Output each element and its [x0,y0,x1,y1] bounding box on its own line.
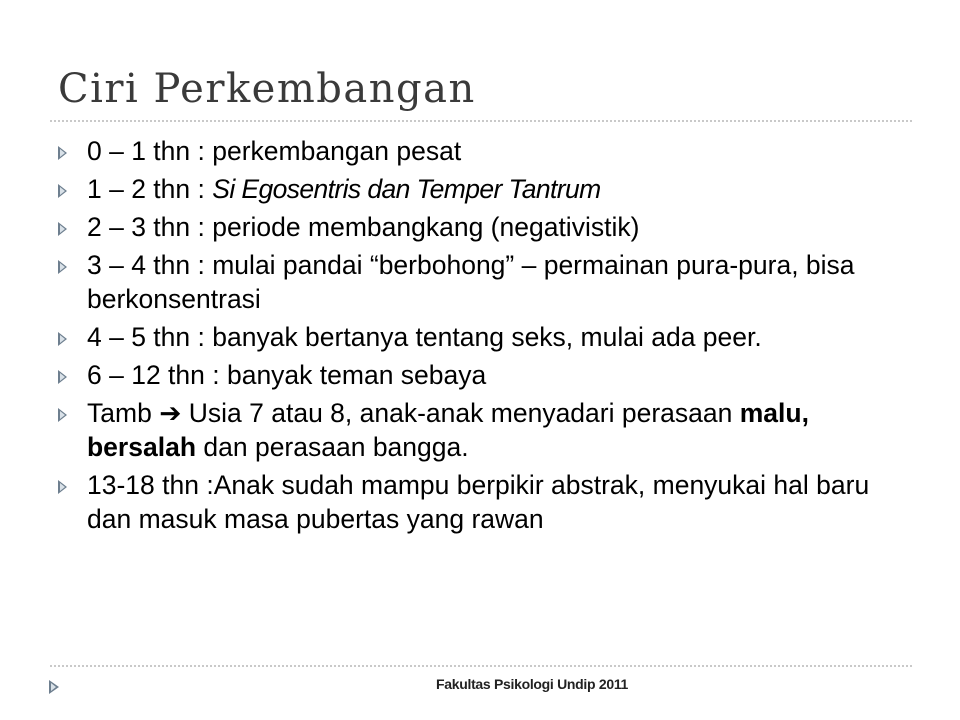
bullet-age: 4 – 5 thn : [87,322,205,352]
bullet-item-2-3 [58,210,918,244]
bullet-suffix: dan perasaan bangga. [196,432,469,462]
bullet-text: mulai pandai “berbohong” – permainan pura-pura, bisa berkonsentrasi [87,250,855,314]
bullet-age: 6 – 12 thn : [87,360,220,390]
triangle-bullet-icon [58,480,67,494]
bullet-age: 13-18 thn : [87,470,214,500]
bullet-item-4-5 [58,320,918,354]
bullet-item-1-2 [58,172,918,206]
bullet-item-3-4 [58,248,918,316]
bullet-item-tamb [58,396,918,464]
triangle-bullet-icon [58,222,67,236]
title-divider [50,120,912,122]
bullet-age: 2 – 3 thn : [87,212,205,242]
triangle-bullet-icon [58,408,67,422]
footer-text: Fakultas Psikologi Undip 2011 [436,676,629,692]
bullet-item-0-1 [58,134,918,168]
bullet-text: perkembangan pesat [204,136,462,166]
triangle-bullet-icon [58,146,67,160]
bullet-age: 1 – 2 thn : [87,174,205,204]
slide-nav-icon[interactable] [49,680,59,694]
bullet-text: banyak bertanya tentang seks, mulai ada peer. [204,322,762,352]
bullet-prefix: Tamb [87,398,152,428]
bullet-text: Usia 7 atau 8, anak-anak menyadari perasaan [181,398,740,428]
triangle-bullet-icon [58,332,67,346]
bullet-text: periode membangkang (negativistik) [204,212,640,242]
bullet-italic-text: Si Egosentris dan Temper Tantrum [212,174,601,204]
triangle-bullet-icon [58,184,67,198]
triangle-bullet-icon [58,370,67,384]
triangle-bullet-icon [58,260,67,274]
bullet-item-13-18 [58,468,918,536]
bullet-item-6-12 [58,358,918,392]
bullet-age: 3 – 4 thn : [87,250,205,280]
right-arrow-icon: ➔ [159,398,182,428]
slide-title: Ciri Perkembangan [58,66,476,112]
footer-divider [50,665,912,667]
bullet-bold-text: malu, bersalah [87,398,809,462]
bullet-text: Anak sudah mampu berpikir abstrak, menyukai hal baru dan masuk masa pubertas yang rawan [87,470,870,534]
bullet-list [58,134,918,540]
bullet-age: 0 – 1 thn : [87,136,205,166]
bullet-text: banyak teman sebaya [219,360,487,390]
